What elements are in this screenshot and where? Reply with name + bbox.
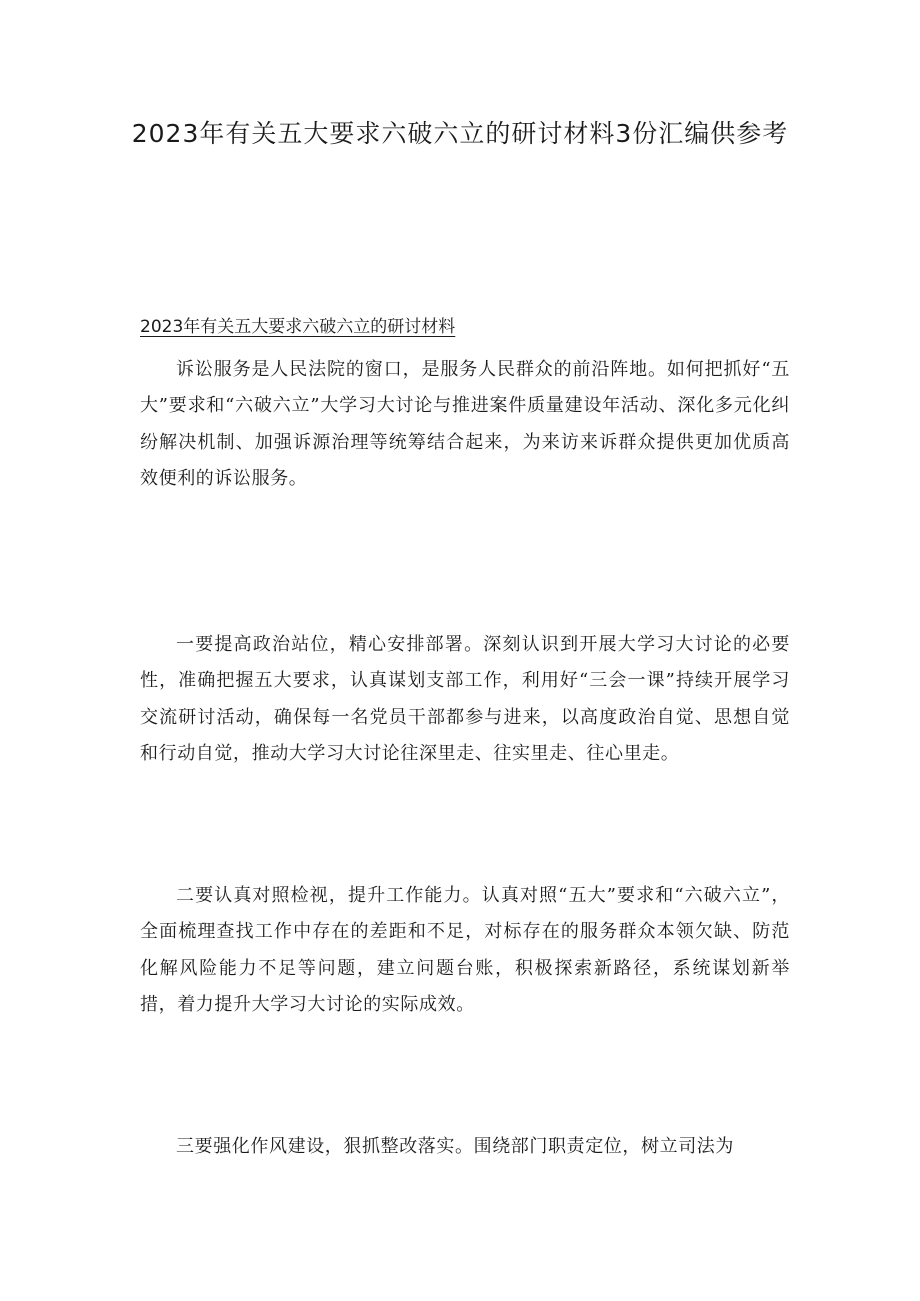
section-heading: 2023年有关五大要求六破六立的研讨材料 [140,317,456,337]
paragraph-point-three: 三要强化作风建设，狠抓整改落实。围绕部门职责定位，树立司法为 [176,1136,734,1157]
paragraph-intro: 诉讼服务是人民法院的窗口，是服务人民群众的前沿阵地。如何把抓好“五大”要求和“六破六立”大学习大讨论与推进案件质量建设年活动、深化多元化纠纷解决机制、加强诉源治理等统筹结合起来，为来访来诉群众提供更加优质高效便利的诉讼服务。 [140,359,790,489]
document-title: 2023年有关五大要求六破六立的研讨材料3份汇编供参考 [131,119,789,148]
paragraph-point-one: 一要提高政治站位，精心安排部署。深刻认识到开展大学习大讨论的必要性，准确把握五大要求，认真谋划支部工作，利用好“三会一课”持续开展学习交流研讨活动，确保每一名党员干部都参与进来，以高度政治自觉、思想自觉和行动自觉，推动大学习大讨论往深里走、往实里走、往心里走。 [140,634,790,764]
paragraph-point-two: 二要认真对照检视，提升工作能力。认真对照“五大”要求和“六破六立”，全面梳理查找工作中存在的差距和不足，对标存在的服务群众本领欠缺、防范化解风险能力不足等问题，建立问题台账，积极探索新路径，系统谋划新举措，着力提升大学习大讨论的实际成效。 [140,885,790,1015]
